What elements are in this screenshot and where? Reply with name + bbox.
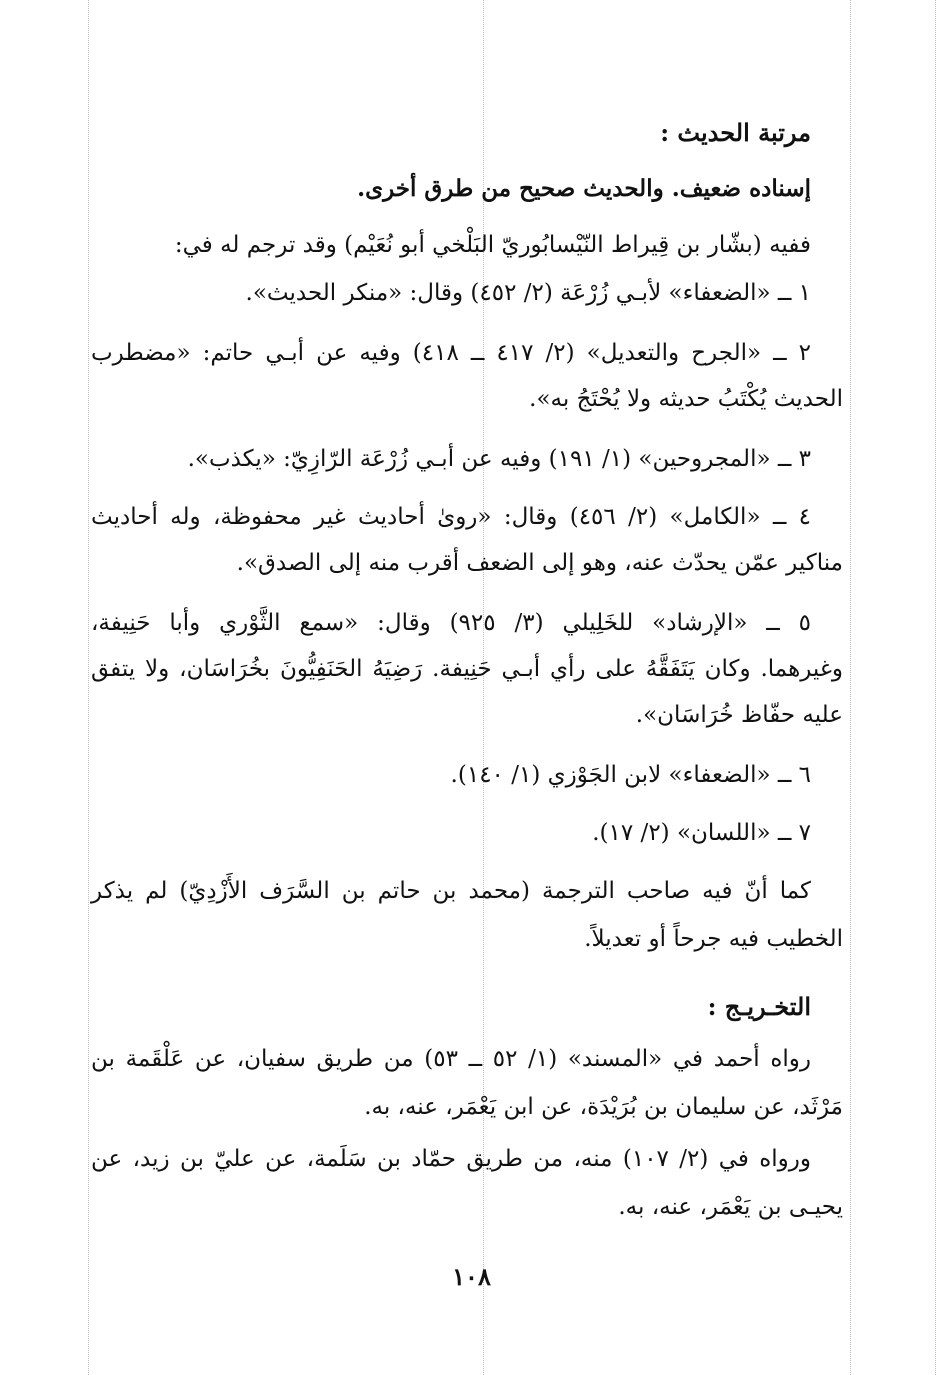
- section-heading-rank: مرتبة الحديث :: [660, 118, 811, 147]
- scan-guide-line: [850, 0, 851, 1375]
- scan-guide-line: [88, 0, 89, 1375]
- list-item-5-line-1: ٥ ــ «الإرشاد» للخَلِيلي (٣/ ٩٢٥) وقال: «سمع الثَّوْري وأبا حَنِيفة،: [91, 610, 812, 636]
- list-item-7: ٧ ــ «اللسان» (٢/ ١٧).: [592, 820, 811, 846]
- list-item-2-line-2: الحديث يُكْتَبُ حديثه ولا يُحْتَجُ به».: [529, 386, 843, 412]
- note-line-2: الخطيب فيه جرحاً أو تعديلاً.: [584, 926, 843, 952]
- rank-statement: إسناده ضعيف. والحديث صحيح من طرق أخرى.: [357, 175, 811, 202]
- takhrij-1-line-1: رواه أحمد في «المسند» (١/ ٥٢ ــ ٥٣) من طريق سفيان، عن عَلْقَمة بن: [91, 1046, 811, 1072]
- list-item-4-line-1: ٤ ــ «الكامل» (٢/ ٤٥٦) وقال: «روىٰ أحاديث غير محفوظة، وله أحاديث: [91, 504, 812, 530]
- scan-guide-line: [935, 0, 936, 1375]
- list-item-4-line-2: مناكير عمّن يحدّث عنه، وهو إلى الضعف أقرب منه إلى الصدق».: [236, 550, 843, 576]
- list-item-1: ١ ــ «الضعفاء» لأبـي زُرْعَة (٢/ ٤٥٢) وقال: «منكر الحديث».: [245, 280, 811, 306]
- list-item-5-line-2: وغيرهما. وكان يَتَفَقَّهُ على رأي أبـي حَنِيفة. رَضِيَهُ الحَنَفِيُّونَ بخُرَاسَان، ولا يتفق: [91, 656, 843, 682]
- list-item-2-line-1: ٢ ــ «الجرح والتعديل» (٢/ ٤١٧ ــ ٤١٨) وفيه عن أبـي حاتم: «مضطرب: [91, 340, 811, 366]
- section-heading-takhrij: التخـريـج :: [707, 992, 811, 1021]
- note-line-1: كما أنّ فيه صاحب الترجمة (محمد بن حاتم بن السَّرَف الأَزْدِيّ) لم يذكر: [91, 878, 811, 904]
- takhrij-1-line-2: مَرْثَد، عن سليمان بن بُرَيْدَة، عن ابن يَعْمَر، عنه، به.: [364, 1094, 843, 1120]
- page-number: ١٠٨: [452, 1262, 491, 1291]
- list-item-6: ٦ ــ «الضعفاء» لابن الجَوْزي (١/ ١٤٠).: [450, 762, 811, 788]
- intro-line: ففيه (بشّار بن قِيراط النّيْسابُوريّ البَلْخي أبو نُعَيْم) وقد ترجم له في:: [174, 232, 811, 258]
- list-item-5-line-3: عليه حفّاظ خُرَاسَان».: [635, 702, 843, 728]
- list-item-3: ٣ ــ «المجروحين» (١/ ١٩١) وفيه عن أبـي زُرْعَة الرّازِيّ: «يكذب».: [187, 446, 811, 472]
- takhrij-2-line-1: ورواه في (٢/ ١٠٧) منه، من طريق حمّاد بن سَلَمة، عن عليّ بن زيد، عن: [91, 1146, 811, 1172]
- takhrij-2-line-2: يحيـى بن يَعْمَر، عنه، به.: [618, 1194, 843, 1220]
